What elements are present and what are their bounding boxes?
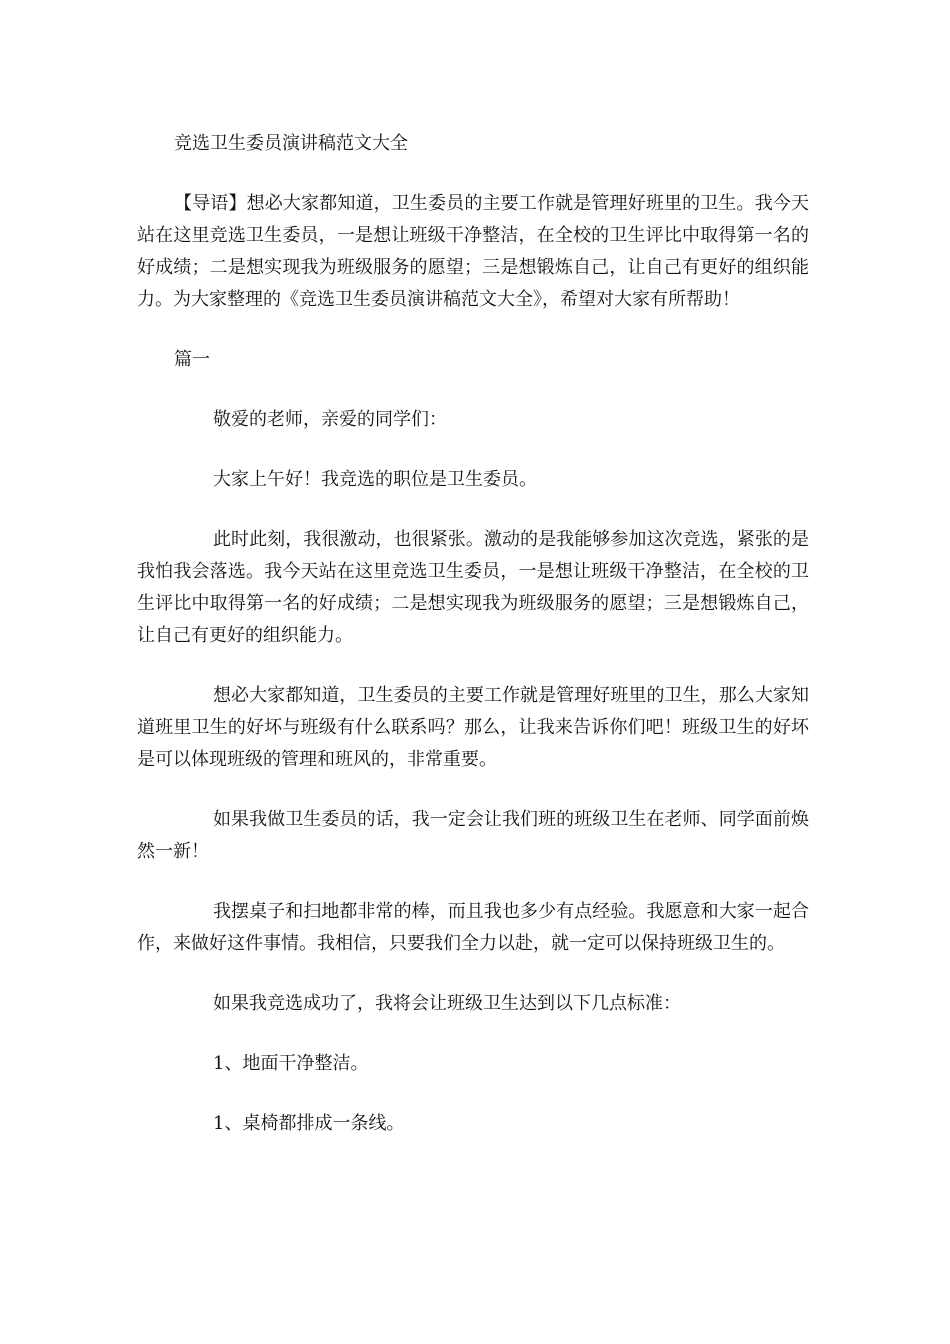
body-paragraph: 想必大家都知道，卫生委员的主要工作就是管理好班里的卫生，那么大家知道班里卫生的好坏与班级有什么联系吗？那么，让我来告诉你们吧！班级卫生的好坏是可以体现班级的管理和班风的，非常重要。 bbox=[137, 685, 809, 770]
salutation: 敬爱的老师，亲爱的同学们： bbox=[213, 409, 447, 430]
section-heading: 篇一 bbox=[174, 349, 210, 370]
greeting-line: 大家上午好！我竞选的职位是卫生委员。 bbox=[213, 469, 537, 490]
body-paragraph: 如果我做卫生委员的话，我一定会让我们班的班级卫生在老师、同学面前焕然一新！ bbox=[137, 809, 809, 862]
document-title: 竞选卫生委员演讲稿范文大全 bbox=[174, 133, 408, 154]
body-paragraph: 我摆桌子和扫地都非常的棒，而且我也多少有点经验。我愿意和大家一起合作，来做好这件事情。我相信，只要我们全力以赴，就一定可以保持班级卫生的。 bbox=[137, 901, 809, 954]
list-item: 1、桌椅都排成一条线。 bbox=[213, 1113, 405, 1134]
intro-paragraph: 【导语】想必大家都知道，卫生委员的主要工作就是管理好班里的卫生。我今天站在这里竞选卫生委员，一是想让班级干净整洁，在全校的卫生评比中取得第一名的好成绩；二是想实现我为班级服务的愿望；三是想锻炼自己，让自己有更好的组织能力。为大家整理的《竞选卫生委员演讲稿范文大全》，希望对大家有所帮助！ bbox=[137, 193, 809, 310]
list-item: 1、地面干净整洁。 bbox=[213, 1053, 369, 1074]
body-paragraph: 此时此刻，我很激动，也很紧张。激动的是我能够参加这次竞选，紧张的是我怕我会落选。我今天站在这里竞选卫生委员，一是想让班级干净整洁，在全校的卫生评比中取得第一名的好成绩；二是想实现我为班级服务的愿望；三是想锻炼自己，让自己有更好的组织能力。 bbox=[137, 529, 809, 646]
text-column bbox=[137, 128, 809, 1168]
standards-intro: 如果我竞选成功了，我将会让班级卫生达到以下几点标准： bbox=[213, 993, 681, 1014]
